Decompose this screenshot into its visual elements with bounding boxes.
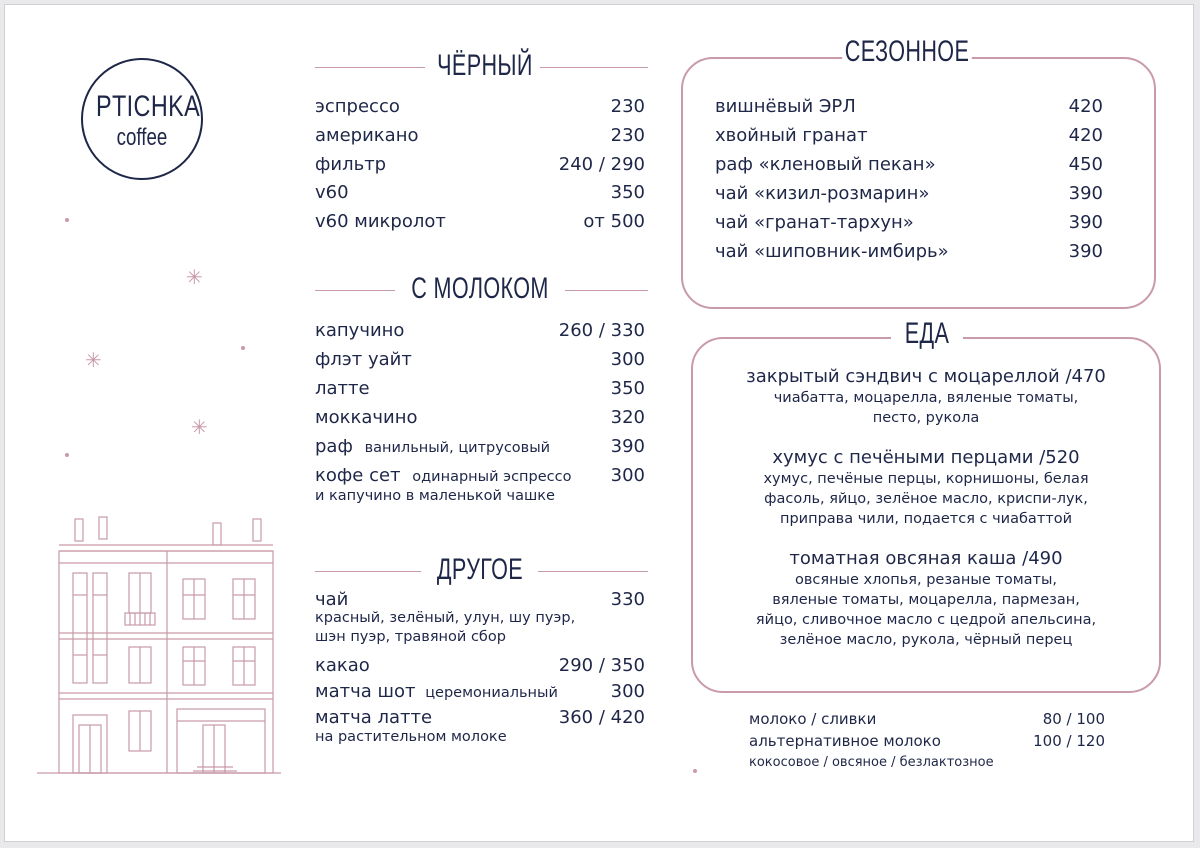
menu-item-price: 350 [610,182,645,203]
food-item-desc-line: зелёное масло, рукола, чёрный перец [779,632,1073,648]
menu-item-price: 300 [610,681,645,702]
menu-item-name [315,681,558,702]
food-item-title: закрытый сэндвич с моцареллой /470 [746,366,1106,387]
menu-item-name [315,436,550,457]
menu-item-price: 450 [1068,154,1103,175]
section-title-other: ДРУГОЕ [436,553,524,586]
menu-item-price: 240 / 290 [558,154,645,175]
food-item-desc-line: овсяные хлопья, резаные томаты, [794,572,1058,588]
menu-item-name: чай [315,589,349,610]
menu-item-price: 330 [610,589,645,610]
food-item-title: хумус с печёными перцами /520 [772,447,1080,468]
extra-item-price: 80 / 100 [1042,710,1105,728]
menu-item-name: раф «кленовый пекан» [715,154,936,175]
food-item-desc-line: яйцо, сливочное масло с цедрой апельсина, [755,612,1097,628]
food-item-desc-line: песто, рукола [872,410,980,426]
menu-item-price: 390 [1068,241,1103,262]
menu-item-name [315,465,571,486]
menu-page [4,4,1194,842]
menu-item-name: моккачино [315,407,418,428]
decor-dot [65,453,69,457]
logo [81,58,203,180]
menu-item-name: эспрессо [315,96,400,117]
menu-item-price: 230 [610,96,645,117]
menu-item-name: капучино [315,320,405,341]
menu-item-note: одинарный эспрессо [412,469,572,485]
menu-item-name: v60 микролот [315,211,446,232]
menu-item-name: чай «гранат-тархун» [715,212,914,233]
menu-item-name: американо [315,125,419,146]
extra-item-price: 100 / 120 [1033,732,1105,750]
logo-line1: PTICHKA [95,90,201,123]
menu-item-name: фильтр [315,154,387,175]
section-rule [540,67,648,68]
extra-item-name: альтернативное молоко [749,732,941,750]
sparkle-star-icon: ✳ [191,415,208,439]
menu-item-price: от 500 [583,211,645,232]
menu-item-note: шэн пуэр, травяной сбор [315,629,506,645]
menu-item-price: 300 [610,465,645,486]
menu-item-name: чай «шиповник-имбирь» [715,241,949,262]
menu-item-price: 290 / 350 [558,655,645,676]
extra-item-name: молоко / сливки [749,710,877,728]
menu-item-title: кофе сет [315,465,401,486]
section-title-black: ЧЁРНЫЙ [437,49,533,82]
section-rule [538,571,648,572]
section-title-food: ЕДА [891,317,963,351]
sparkle-star-icon: ✳ [186,265,203,289]
menu-item-price: 230 [610,125,645,146]
extra-note: кокосовое / овсяное / безлактозное [749,755,994,770]
section-title-milk: С МОЛОКОМ [411,272,549,305]
menu-item-name: матча латте [315,707,433,728]
menu-item-note: на растительном молоке [315,729,507,745]
food-item-title: томатная овсяная каша /490 [789,548,1063,569]
decor-dot [693,769,697,773]
section-rule [315,290,395,291]
food-item-desc-line: фасоль, яйцо, зелёное масло, криспи-лук, [764,491,1088,507]
menu-item-price: 420 [1068,125,1103,146]
menu-item-price: 390 [1068,212,1103,233]
section-title-seasonal: СЕЗОННОЕ [842,35,972,69]
menu-item-title: раф [315,436,353,457]
menu-item-name: v60 [315,182,349,203]
menu-item-note: церемониальный [425,685,558,701]
logo-line2: coffee [116,124,168,151]
menu-item-price: 390 [610,436,645,457]
menu-item-name: вишнёвый ЭРЛ [715,96,856,117]
menu-item-note: красный, зелёный, улун, шу пуэр, [315,610,576,626]
food-item-desc-line: вяленые томаты, моцарелла, пармезан, [772,592,1080,608]
menu-item-price: 260 / 330 [558,320,645,341]
food-item-desc-line: хумус, печёные перцы, корнишоны, белая [763,471,1089,487]
menu-item-price: 390 [1068,183,1103,204]
menu-item-price: 320 [610,407,645,428]
food-item-desc-line: приправа чили, подается с чиабаттой [779,511,1073,527]
menu-item-price: 350 [610,378,645,399]
building-illustration [37,515,281,777]
menu-item-name: чай «кизил-розмарин» [715,183,930,204]
section-rule [315,67,425,68]
menu-item-price: 300 [610,349,645,370]
decor-dot [241,346,245,350]
menu-item-title: матча шот [315,681,416,702]
sparkle-star-icon: ✳ [85,348,102,372]
menu-item-price: 360 / 420 [558,707,645,728]
menu-item-note: и капучино в маленькой чашке [315,488,555,504]
menu-item-name: хвойный гранат [715,125,868,146]
decor-dot [65,218,69,222]
menu-item-note: ванильный, цитрусовый [364,440,551,456]
menu-item-price: 420 [1068,96,1103,117]
section-rule [315,571,421,572]
menu-item-name: латте [315,378,370,399]
section-rule [565,290,648,291]
menu-item-name: какао [315,655,370,676]
food-item-desc-line: чиабатта, моцарелла, вяленые томаты, [773,390,1079,406]
menu-item-name: флэт уайт [315,349,412,370]
